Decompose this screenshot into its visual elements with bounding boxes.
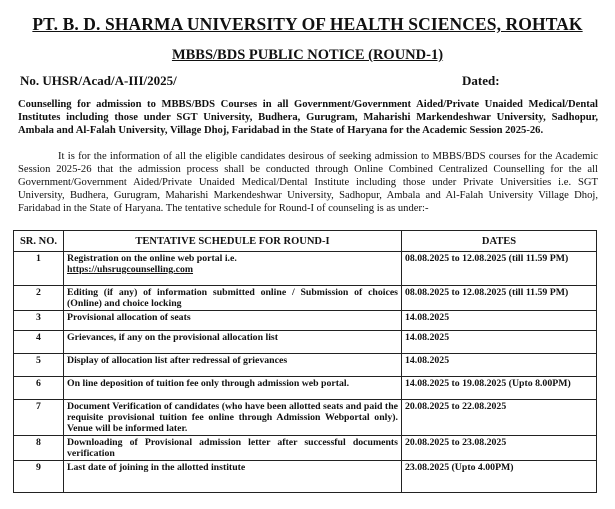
row-schedule: Provisional allocation of seats: [64, 311, 402, 331]
notice-title: MBBS/BDS PUBLIC NOTICE (ROUND-1): [171, 47, 444, 63]
row-schedule: [64, 252, 402, 286]
row-schedule-text: Registration on the online web portal i.e.: [67, 253, 237, 264]
header-dates: DATES: [402, 231, 597, 252]
intro-paragraph: Counselling for admission to MBBS/BDS Courses in all Government/Government Aided/Private Unaided Medical/Dental Institutes including those under SGT University, Budhera, Gurugram, Maharishi Markendeshwar University, Sadhopur, Ambala and Al-Falah University, Village Dhoj, Faridabad in the State of Haryana for the Academic Session 2025-26.: [18, 99, 598, 136]
table-row: [14, 461, 597, 493]
row-date: 14.08.2025: [402, 354, 597, 377]
row-date: 14.08.2025: [402, 331, 597, 354]
row-date: 08.08.2025 to 12.08.2025 (till 11.59 PM): [402, 252, 597, 286]
table-row: [14, 252, 597, 286]
reference-number: No. UHSR/Acad/A-III/2025/: [20, 73, 177, 88]
counselling-portal-link[interactable]: https://uhsrugcounselling.com: [67, 264, 194, 275]
table-header-row: [14, 231, 597, 252]
row-schedule: Last date of joining in the allotted institute: [64, 461, 402, 493]
row-sr: 7: [14, 400, 64, 436]
row-schedule: Grievances, if any on the provisional allocation list: [64, 331, 402, 354]
university-title: PT. B. D. SHARMA UNIVERSITY OF HEALTH SCIENCES, ROHTAK: [32, 14, 583, 34]
row-date: 20.08.2025 to 22.08.2025: [402, 400, 597, 436]
row-sr: 8: [14, 436, 64, 461]
row-sr: 5: [14, 354, 64, 377]
row-date: 23.08.2025 (Upto 4.00PM): [402, 461, 597, 493]
row-sr: 3: [14, 311, 64, 331]
information-paragraph: It is for the information of all the eligible candidates desirous of seeking admission to MBBS/BDS courses for the Academic Session 2025-26 that the admission process shall be conducted through Online Combined Centralized Counselling for the all Government/Government Aided/Private Unaided Medical/Dental Institute including those under Private Universities i.e. SGT University, Budhera, Gurugram, Maharishi Markendeshwar University, Sadhopur, Ambala and Al-Falah University Village Dhoj, Faridabad in the State of Haryana. The tentative schedule for Round-I of counseling is as under:-: [18, 151, 598, 214]
row-date: 08.08.2025 to 12.08.2025 (till 11.59 PM): [402, 286, 597, 311]
table-row: [14, 354, 597, 377]
row-schedule: Document Verification of candidates (who have been allotted seats and paid the requisite provisional tuition fee online through Admission Webportal only). Venue will be informed later.: [64, 400, 402, 436]
table-row: [14, 286, 597, 311]
row-schedule: On line deposition of tuition fee only through admission web portal.: [64, 377, 402, 400]
row-date: 14.08.2025 to 19.08.2025 (Upto 8.00PM): [402, 377, 597, 400]
table-row: [14, 331, 597, 354]
header-schedule: TENTATIVE SCHEDULE FOR ROUND-I: [64, 231, 402, 252]
row-schedule: Editing (if any) of information submitted online / Submission of choices (Online) and choice locking: [64, 286, 402, 311]
table-row: [14, 436, 597, 461]
row-date: 20.08.2025 to 23.08.2025: [402, 436, 597, 461]
dated-label: Dated:: [462, 73, 500, 88]
row-schedule: Display of allocation list after redressal of grievances: [64, 354, 402, 377]
row-sr: 1: [14, 252, 64, 286]
row-sr: 6: [14, 377, 64, 400]
row-sr: 9: [14, 461, 64, 493]
schedule-table: [13, 230, 597, 493]
table-row: [14, 400, 597, 436]
header-sr-no: SR. NO.: [14, 231, 64, 252]
table-row: [14, 377, 597, 400]
table-row: [14, 311, 597, 331]
row-schedule: Downloading of Provisional admission letter after successful documents verification: [64, 436, 402, 461]
row-date: 14.08.2025: [402, 311, 597, 331]
row-sr: 2: [14, 286, 64, 311]
row-sr: 4: [14, 331, 64, 354]
